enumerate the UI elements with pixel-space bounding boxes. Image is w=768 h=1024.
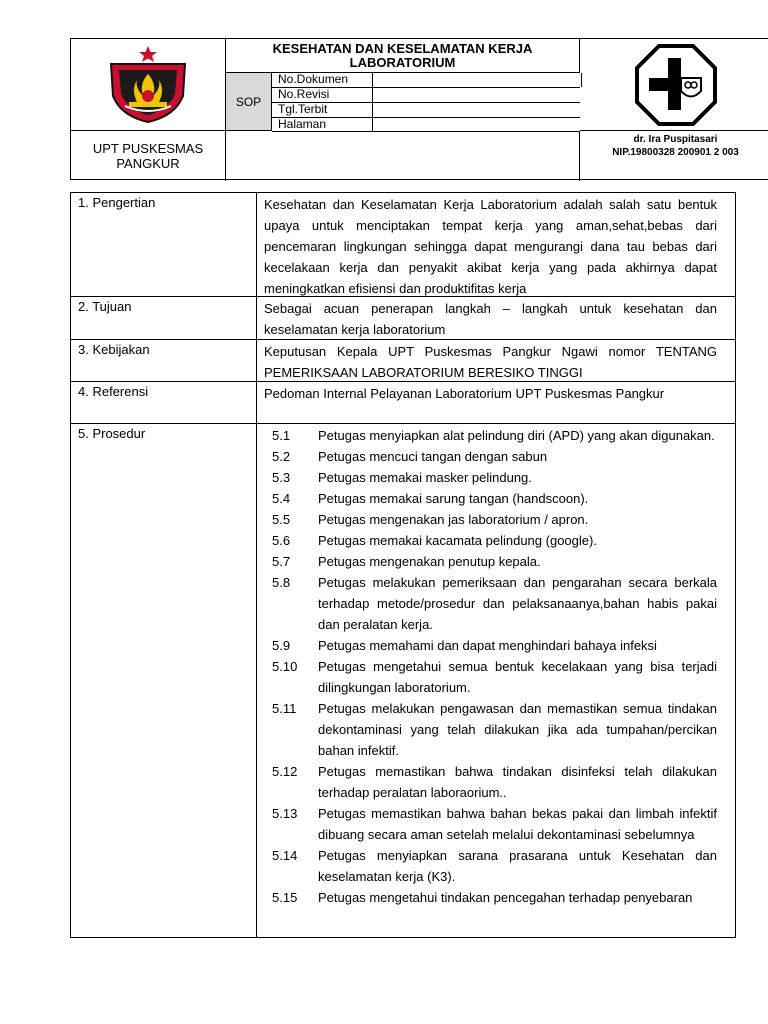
procedure-number: 5.10 (272, 659, 298, 674)
section-label: 3. Kebijakan (78, 342, 150, 357)
procedure-item (264, 698, 717, 761)
document-meta-table (272, 72, 580, 132)
procedure-text: Petugas mengenakan jas laboratorium / apron. (318, 512, 589, 527)
procedure-item (264, 635, 717, 656)
meta-row-revisi (272, 87, 580, 102)
document-title: KESEHATAN DAN KESELAMATAN KERJA LABORATORIUM (226, 39, 580, 72)
section-text: Pedoman Internal Pelayanan Laboratorium UPT Puskesmas Pangkur (264, 386, 665, 401)
section-tujuan (71, 296, 735, 339)
procedure-number: 5.8 (272, 575, 291, 590)
procedure-text: Petugas mengetahui tindakan pencegahan terhadap penyebaran (318, 890, 693, 905)
regency-emblem-icon (103, 44, 193, 124)
procedure-item (264, 467, 717, 488)
procedure-item (264, 551, 717, 572)
procedure-number: 5.3 (272, 470, 291, 485)
meta-row-dokumen (272, 72, 580, 87)
procedure-text: Petugas mengetahui semua bentuk kecelakaan yang bisa terjadi dilingkungan laboratorium. (318, 659, 717, 695)
procedure-number: 5.15 (272, 890, 298, 905)
procedure-text: Petugas memastikan bahwa bahan bekas pakai dan limbah infektif dibuang secara aman setelah melalui dekontaminasi sebelumnya (318, 806, 717, 842)
document-header (70, 38, 768, 180)
procedure-text: Petugas memakai sarung tangan (handscoon). (318, 491, 589, 506)
section-label: 1. Pengertian (78, 195, 156, 210)
health-ministry-logo-cell (580, 39, 768, 131)
procedure-number: 5.13 (272, 806, 298, 821)
meta-label: Halaman (278, 117, 327, 131)
organization-name: UPT PUSKESMAS PANGKUR (71, 131, 226, 181)
health-ministry-logo-icon (635, 44, 717, 126)
signatory-nip: NIP.19800328 200901 2 003 (612, 147, 739, 158)
procedure-text: Petugas memahami dan dapat menghindari bahaya infeksi (318, 638, 657, 653)
section-label: 5. Prosedur (78, 426, 146, 441)
section-text: Sebagai acuan penerapan langkah – langkah untuk kesehatan dan keselamatan kerja laboratorium (264, 301, 717, 337)
section-referensi (71, 381, 735, 423)
procedure-item (264, 572, 717, 635)
procedure-number: 5.2 (272, 449, 291, 464)
procedure-number: 5.1 (272, 428, 291, 443)
procedure-number: 5.6 (272, 533, 291, 548)
sop-content-table (70, 192, 736, 938)
section-pengertian (71, 193, 735, 296)
procedure-list (264, 425, 717, 908)
procedure-number: 5.5 (272, 512, 291, 527)
section-text: Kesehatan dan Keselamatan Kerja Laboratorium adalah salah satu bentuk upaya untuk menciptakan tempat kerja yang aman,sehat,bebas dari pencemaran lingkungan sehingga dapat mengurangi dana tau bebas dari kecelakaan kerja dan penyakit akibat kerja yang pada akhirnya dapat meningkatkan efisiensi dan produktifitas kerja (264, 197, 717, 296)
meta-row-terbit (272, 102, 580, 117)
blank-cell (226, 131, 580, 181)
procedure-item (264, 887, 717, 908)
procedure-number: 5.7 (272, 554, 291, 569)
procedure-text: Petugas mengenakan penutup kepala. (318, 554, 541, 569)
procedure-item (264, 845, 717, 887)
section-kebijakan (71, 339, 735, 381)
procedure-item (264, 446, 717, 467)
signatory-name: dr. Ira Puspitasari (633, 134, 718, 145)
procedure-number: 5.14 (272, 848, 298, 863)
sop-label: SOP (226, 72, 272, 131)
procedure-item (264, 509, 717, 530)
procedure-number: 5.4 (272, 491, 291, 506)
procedure-item (264, 425, 717, 446)
procedure-text: Petugas memakai kacamata pelindung (google). (318, 533, 597, 548)
procedure-item (264, 803, 717, 845)
procedure-text: Petugas melakukan pemeriksaan dan pengarahan secara berkala terhadap metode/prosedur dan pelaksanaanya,bahan habis pakai dan peralatan kerja. (318, 575, 717, 632)
meta-label: No.Revisi (278, 87, 330, 101)
section-label: 4. Referensi (78, 384, 149, 399)
procedure-item (264, 656, 717, 698)
procedure-item (264, 761, 717, 803)
procedure-text: Petugas memakai masker pelindung. (318, 470, 532, 485)
procedure-number: 5.12 (272, 764, 298, 779)
regency-logo-cell (71, 39, 226, 131)
section-text: Keputusan Kepala UPT Puskesmas Pangkur Ngawi nomor TENTANG PEMERIKSAAN LABORATORIUM BERESIKO TINGGI (264, 344, 717, 380)
procedure-text: Petugas menyiapkan alat pelindung diri (APD) yang akan digunakan. (318, 428, 715, 443)
procedure-text: Petugas menyiapkan sarana prasarana untuk Kesehatan dan keselamatan kerja (K3). (318, 848, 717, 884)
meta-label: Tgl.Terbit (278, 102, 328, 116)
meta-label: No.Dokumen (278, 72, 349, 86)
section-prosedur (71, 423, 735, 937)
procedure-item (264, 488, 717, 509)
section-label: 2. Tujuan (78, 299, 132, 314)
signatory-block (580, 131, 768, 181)
procedure-number: 5.11 (272, 701, 297, 716)
procedure-text: Petugas melakukan pengawasan dan memastikan semua tindakan dekontaminasi yang telah dilakukan jika ada tumpahan/percikan bahan infektif. (318, 701, 717, 758)
procedure-text: Petugas memastikan bahwa tindakan disinfeksi telah dilakukan terhadap peralatan laboraorium.. (318, 764, 717, 800)
meta-row-halaman (272, 117, 580, 132)
procedure-text: Petugas mencuci tangan dengan sabun (318, 449, 548, 464)
procedure-item (264, 530, 717, 551)
procedure-number: 5.9 (272, 638, 291, 653)
